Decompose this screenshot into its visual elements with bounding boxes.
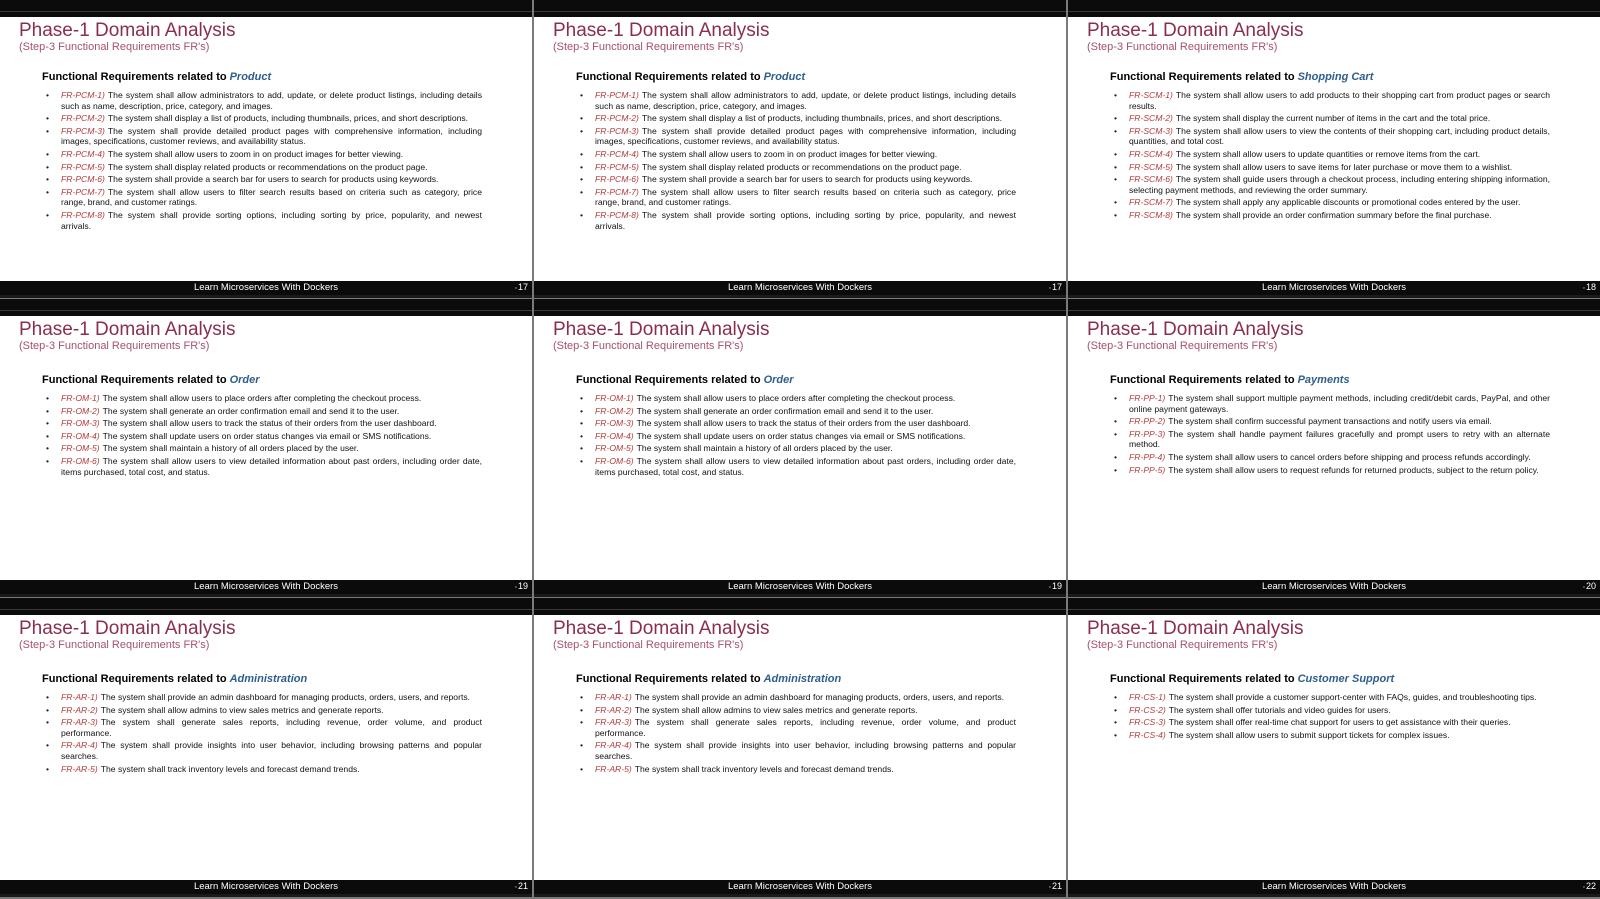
requirement-item (1129, 393, 1550, 414)
requirement-id: FR-SCM-3) (1129, 125, 1173, 136)
slide-bottom-strip (1068, 295, 1600, 298)
requirements-list (42, 90, 482, 231)
requirement-text: The system shall allow users to view detailed information about past orders, including order date, items purchased, total cost, and status. (61, 455, 482, 477)
heading-text: Functional Requirements related to (1110, 673, 1295, 685)
requirement-item (61, 431, 482, 442)
requirement-id: FR-AR-5) (61, 763, 98, 774)
slide-top-bar (534, 598, 1066, 615)
section-heading (42, 71, 482, 83)
requirement-text: The system shall allow users to request refunds for returned products, subject to the return policy. (1168, 464, 1539, 475)
slide-footer (534, 281, 1066, 295)
requirement-id: FR-PCM-2) (595, 113, 639, 124)
slide-number: ▫ 20 (1583, 581, 1597, 591)
requirement-item (595, 174, 1016, 185)
requirement-item (61, 210, 482, 231)
heading-text: Functional Requirements related to (576, 71, 761, 83)
requirement-id: FR-PCM-7) (595, 186, 639, 197)
slide-6 (1068, 299, 1600, 597)
slide-subtitle: (Step-3 Functional Requirements FR's) (553, 639, 744, 651)
requirement-item (1129, 730, 1550, 741)
requirement-item (595, 717, 1016, 738)
slide-title: Phase-1 Domain Analysis (1087, 20, 1304, 41)
requirement-text: The system shall support multiple payment methods, including credit/debit cards, PayPal, and other online payment gateways. (1129, 393, 1550, 414)
slide-content (42, 374, 482, 479)
footer-text: Learn Microservices With Dockers (193, 581, 339, 592)
requirements-list (1110, 90, 1550, 221)
requirement-id: FR-PCM-1) (595, 90, 639, 100)
slide-content (42, 673, 482, 776)
slide-footer (534, 880, 1066, 894)
requirement-id: FR-SCM-2) (1129, 113, 1173, 124)
requirement-id: FR-PCM-6) (61, 174, 105, 185)
slide-subtitle: (Step-3 Functional Requirements FR's) (19, 340, 210, 352)
footer-text: Learn Microservices With Dockers (1261, 282, 1407, 293)
heading-topic: Order (229, 374, 260, 386)
requirement-item (595, 210, 1016, 231)
requirement-id: FR-PCM-7) (61, 186, 105, 197)
slide-title: Phase-1 Domain Analysis (19, 20, 236, 41)
slide-title: Phase-1 Domain Analysis (1087, 319, 1304, 340)
slide-title: Phase-1 Domain Analysis (553, 319, 770, 340)
requirement-item (1129, 452, 1550, 463)
requirement-id: FR-OM-3) (61, 418, 100, 429)
heading-topic: Product (763, 71, 806, 83)
requirement-text: The system shall allow users to view the contents of their shopping cart, including product details, quantities, and total cost. (1129, 125, 1550, 147)
requirement-text: The system shall provide an admin dashboard for managing products, orders, users, and reports. (634, 692, 1005, 702)
requirement-item (1129, 113, 1550, 124)
slide-content (42, 71, 482, 233)
heading-text: Functional Requirements related to (576, 374, 761, 386)
requirement-id: FR-AR-3) (595, 717, 632, 728)
requirement-text: The system shall generate sales reports, including revenue, order volume, and product performance. (595, 717, 1016, 738)
requirement-text: The system shall display the current number of items in the cart and the total price. (1175, 113, 1491, 124)
requirement-id: FR-SCM-8) (1129, 209, 1173, 220)
requirement-text: The system shall display a list of products, including thumbnails, prices, and short descriptions. (107, 113, 469, 124)
requirement-id: FR-PCM-3) (595, 125, 639, 136)
requirements-list (42, 393, 482, 477)
requirement-item (61, 90, 482, 111)
slide-top-bar (1068, 299, 1600, 316)
requirement-text: The system shall allow users to save items for later purchase or move them to a wishlist. (1175, 161, 1513, 172)
slide-content (1110, 71, 1550, 223)
requirement-id: FR-SCM-1) (1129, 90, 1173, 100)
requirement-item (1129, 717, 1550, 728)
slide-number: ▫ 19 (1049, 581, 1063, 591)
requirements-list (1110, 393, 1550, 475)
slide-top-bar (1068, 598, 1600, 615)
slide-footer (1068, 880, 1600, 894)
requirement-text: The system shall allow admins to view sales metrics and generate reports. (100, 704, 384, 715)
requirement-id: FR-PCM-5) (595, 161, 639, 172)
heading-topic: Administration (763, 673, 842, 685)
requirement-id: FR-OM-4) (595, 430, 634, 441)
requirement-item (61, 740, 482, 761)
requirement-item (595, 187, 1016, 208)
section-heading (1110, 673, 1550, 685)
slide-subtitle: (Step-3 Functional Requirements FR's) (19, 41, 210, 53)
requirement-item (1129, 197, 1550, 208)
requirement-item (595, 443, 1016, 454)
requirement-id: FR-OM-2) (61, 405, 100, 416)
requirement-item (595, 431, 1016, 442)
requirement-text: The system shall apply any applicable discounts or promotional codes entered by the user. (1175, 197, 1521, 208)
requirement-id: FR-OM-5) (595, 443, 634, 454)
requirement-item (61, 149, 482, 160)
slide-bottom-strip (0, 295, 532, 298)
requirement-text: The system shall track inventory levels and forecast demand trends. (634, 763, 894, 774)
requirement-item (595, 692, 1016, 703)
requirement-id: FR-PCM-2) (61, 113, 105, 124)
slide-2 (534, 0, 1066, 298)
requirement-item (1129, 90, 1550, 111)
slide-title: Phase-1 Domain Analysis (1087, 618, 1304, 639)
heading-text: Functional Requirements related to (42, 374, 227, 386)
requirement-id: FR-AR-4) (61, 740, 98, 751)
requirement-item (595, 162, 1016, 173)
requirement-text: The system shall allow users to place orders after completing the checkout process. (636, 393, 956, 403)
requirement-id: FR-PP-1) (1129, 393, 1166, 403)
requirement-text: The system shall allow users to submit support tickets for complex issues. (1168, 729, 1450, 740)
slide-bottom-strip (0, 594, 532, 597)
requirement-item (61, 162, 482, 173)
slide-1 (0, 0, 532, 298)
slide-bottom-strip (1068, 894, 1600, 897)
requirement-id: FR-PP-4) (1129, 451, 1166, 462)
slide-footer (534, 580, 1066, 594)
slide-subtitle: (Step-3 Functional Requirements FR's) (553, 41, 744, 53)
slide-number: ▫ 21 (1049, 881, 1063, 891)
requirement-text: The system shall maintain a history of all orders placed by the user. (636, 443, 893, 454)
requirement-id: FR-PCM-8) (595, 209, 639, 220)
footer-text: Learn Microservices With Dockers (727, 282, 873, 293)
requirement-item (595, 90, 1016, 111)
requirements-list (576, 393, 1016, 477)
slide-title: Phase-1 Domain Analysis (553, 618, 770, 639)
slide-number: ▫ 22 (1583, 881, 1597, 891)
slide-5 (534, 299, 1066, 597)
requirement-text: The system shall update users on order status changes via email or SMS notifications. (636, 430, 966, 441)
slide-content (576, 673, 1016, 776)
section-heading (576, 673, 1016, 685)
requirement-item (595, 126, 1016, 147)
slide-content (576, 71, 1016, 233)
requirement-text: The system shall allow administrators to add, update, or delete product listings, including details such as name, description, price, category, and images. (61, 90, 482, 111)
requirement-item (61, 692, 482, 703)
requirement-item (61, 187, 482, 208)
requirement-id: FR-OM-1) (595, 393, 634, 403)
requirement-item (1129, 705, 1550, 716)
requirement-text: The system shall allow users to update quantities or remove items from the cart. (1175, 148, 1481, 159)
slide-number: ▫ 17 (515, 282, 529, 292)
requirement-item (1129, 210, 1550, 221)
requirement-text: The system shall handle payment failures gracefully and prompt users to retry with an alternate method. (1129, 428, 1550, 450)
requirement-text: The system shall provide insights into user behavior, including browsing patterns and popular searches. (61, 740, 482, 761)
requirement-item (61, 406, 482, 417)
slide-footer (1068, 580, 1600, 594)
slide-content (1110, 673, 1550, 742)
heading-topic: Shopping Cart (1297, 71, 1374, 83)
footer-text: Learn Microservices With Dockers (193, 881, 339, 892)
slide-subtitle: (Step-3 Functional Requirements FR's) (1087, 639, 1278, 651)
requirement-id: FR-OM-3) (595, 418, 634, 429)
requirement-text: The system shall display a list of products, including thumbnails, prices, and short descriptions. (641, 113, 1003, 124)
section-heading (1110, 374, 1550, 386)
requirement-item (61, 764, 482, 775)
requirement-id: FR-PCM-4) (61, 148, 105, 159)
requirement-text: The system shall allow users to place orders after completing the checkout process. (102, 393, 422, 403)
requirement-item (1129, 126, 1550, 147)
slide-bottom-strip (1068, 594, 1600, 597)
requirement-id: FR-AR-2) (595, 704, 632, 715)
requirement-text: The system shall allow admins to view sales metrics and generate reports. (634, 704, 918, 715)
slide-title: Phase-1 Domain Analysis (553, 20, 770, 41)
requirement-text: The system shall provide an admin dashboard for managing products, orders, users, and reports. (100, 692, 471, 702)
requirement-text: The system shall provide detailed product pages with comprehensive information, including images, specifications, customer reviews, and availability status. (595, 125, 1016, 147)
requirement-text: The system shall offer tutorials and video guides for users. (1168, 704, 1391, 715)
slide-bottom-strip (534, 894, 1066, 897)
requirement-item (1129, 416, 1550, 427)
requirement-id: FR-OM-4) (61, 430, 100, 441)
requirement-text: The system shall provide an order confirmation summary before the final purchase. (1175, 209, 1492, 220)
requirement-text: The system shall generate an order confirmation email and send it to the user. (102, 405, 400, 416)
requirement-text: The system shall provide a customer support-center with FAQs, guides, and troubleshooting tips. (1168, 692, 1537, 702)
section-heading (42, 374, 482, 386)
slide-top-bar (1068, 0, 1600, 17)
requirement-item (61, 113, 482, 124)
requirement-item (595, 113, 1016, 124)
requirement-text: The system shall allow users to cancel orders before shipping and process refunds accordingly. (1168, 451, 1531, 462)
requirement-text: The system shall guide users through a checkout process, including entering shipping information, selecting payment methods, and reviewing the order summary. (1129, 174, 1550, 195)
requirement-text: The system shall provide sorting options, including sorting by price, popularity, and newest arrivals. (61, 209, 482, 231)
section-heading (42, 673, 482, 685)
slide-content (576, 374, 1016, 479)
requirement-text: The system shall provide sorting options, including sorting by price, popularity, and newest arrivals. (595, 209, 1016, 231)
requirement-text: The system shall confirm successful payment transactions and notify users via email. (1168, 416, 1492, 427)
slide-footer (0, 580, 532, 594)
requirement-text: The system shall allow users to zoom in on product images for better viewing. (641, 148, 938, 159)
heading-text: Functional Requirements related to (42, 71, 227, 83)
requirement-item (595, 764, 1016, 775)
requirement-id: FR-PCM-6) (595, 174, 639, 185)
slide-content (1110, 374, 1550, 477)
requirement-item (61, 456, 482, 477)
requirement-id: FR-OM-1) (61, 393, 100, 403)
requirement-id: FR-CS-3) (1129, 717, 1166, 728)
requirement-id: FR-CS-4) (1129, 729, 1166, 740)
requirement-id: FR-AR-1) (61, 692, 98, 702)
requirement-text: The system shall allow users to track the status of their orders from the user dashboard. (636, 418, 971, 429)
requirement-item (595, 456, 1016, 477)
slide-footer (0, 880, 532, 894)
requirement-item (595, 393, 1016, 404)
slide-top-bar (0, 598, 532, 615)
requirement-id: FR-PCM-8) (61, 209, 105, 220)
requirement-item (61, 443, 482, 454)
requirement-id: FR-OM-2) (595, 405, 634, 416)
requirement-text: The system shall provide insights into user behavior, including browsing patterns and popular searches. (595, 740, 1016, 761)
slide-8 (534, 598, 1066, 897)
requirement-item (595, 705, 1016, 716)
slide-subtitle: (Step-3 Functional Requirements FR's) (1087, 41, 1278, 53)
requirement-id: FR-AR-3) (61, 717, 98, 728)
requirement-text: The system shall allow users to filter search results based on criteria such as category, price range, brand, and customer ratings. (595, 186, 1016, 208)
requirement-id: FR-SCM-4) (1129, 148, 1173, 159)
requirement-text: The system shall offer real-time chat support for users to get assistance with their queries. (1168, 717, 1511, 728)
slide-top-bar (0, 0, 532, 17)
requirement-item (595, 418, 1016, 429)
requirement-id: FR-PCM-4) (595, 148, 639, 159)
heading-topic: Administration (229, 673, 308, 685)
requirement-text: The system shall maintain a history of all orders placed by the user. (102, 443, 359, 454)
requirement-id: FR-PP-5) (1129, 464, 1166, 475)
requirement-item (595, 740, 1016, 761)
requirement-text: The system shall allow users to filter search results based on criteria such as category, price range, brand, and customer ratings. (61, 186, 482, 208)
slide-4 (0, 299, 532, 597)
section-heading (576, 374, 1016, 386)
heading-topic: Customer Support (1297, 673, 1395, 685)
heading-topic: Payments (1297, 374, 1350, 386)
slide-3 (1068, 0, 1600, 298)
requirement-text: The system shall track inventory levels and forecast demand trends. (100, 763, 360, 774)
slide-subtitle: (Step-3 Functional Requirements FR's) (553, 340, 744, 352)
requirement-item (1129, 692, 1550, 703)
requirement-id: FR-AR-5) (595, 763, 632, 774)
requirement-id: FR-AR-1) (595, 692, 632, 702)
slide-7 (0, 598, 532, 897)
slide-bottom-strip (534, 295, 1066, 298)
requirement-item (1129, 465, 1550, 476)
requirement-text: The system shall display related products or recommendations on the product page. (107, 161, 428, 172)
requirement-text: The system shall provide a search bar for users to search for products using keywords. (107, 174, 439, 185)
slide-subtitle: (Step-3 Functional Requirements FR's) (1087, 340, 1278, 352)
requirement-id: FR-AR-2) (61, 704, 98, 715)
requirement-id: FR-PP-3) (1129, 428, 1166, 439)
requirement-item (61, 418, 482, 429)
footer-text: Learn Microservices With Dockers (727, 581, 873, 592)
heading-topic: Order (763, 374, 794, 386)
requirement-text: The system shall allow users to view detailed information about past orders, including order date, items purchased, total cost, and status. (595, 455, 1016, 477)
heading-text: Functional Requirements related to (1110, 71, 1295, 83)
requirement-item (595, 149, 1016, 160)
requirement-id: FR-OM-6) (595, 455, 634, 466)
requirement-text: The system shall allow users to zoom in on product images for better viewing. (107, 148, 404, 159)
requirement-item (1129, 162, 1550, 173)
slide-title: Phase-1 Domain Analysis (19, 618, 236, 639)
slide-subtitle: (Step-3 Functional Requirements FR's) (19, 639, 210, 651)
slide-top-bar (0, 299, 532, 316)
requirements-list (576, 90, 1016, 231)
requirement-id: FR-OM-6) (61, 455, 100, 466)
slide-footer (1068, 281, 1600, 295)
slide-top-bar (534, 0, 1066, 17)
requirement-id: FR-SCM-7) (1129, 197, 1173, 208)
requirement-text: The system shall allow users to add products to their shopping cart from product pages or search results. (1129, 90, 1550, 111)
requirement-item (1129, 149, 1550, 160)
slide-footer (0, 281, 532, 295)
slide-number: ▫ 18 (1583, 282, 1597, 292)
slide-bottom-strip (0, 894, 532, 897)
slide-number: ▫ 21 (515, 881, 529, 891)
requirement-text: The system shall allow users to track the status of their orders from the user dashboard. (102, 418, 437, 429)
requirement-id: FR-SCM-6) (1129, 174, 1173, 185)
requirement-id: FR-PCM-5) (61, 161, 105, 172)
section-heading (1110, 71, 1550, 83)
requirement-item (595, 406, 1016, 417)
requirement-id: FR-SCM-5) (1129, 161, 1173, 172)
requirements-list (576, 692, 1016, 774)
footer-text: Learn Microservices With Dockers (1261, 881, 1407, 892)
section-heading (576, 71, 1016, 83)
requirement-item (1129, 429, 1550, 450)
requirements-list (1110, 692, 1550, 740)
footer-text: Learn Microservices With Dockers (727, 881, 873, 892)
requirement-id: FR-AR-4) (595, 740, 632, 751)
requirement-id: FR-PCM-1) (61, 90, 105, 100)
requirement-item (1129, 174, 1550, 195)
requirement-id: FR-PP-2) (1129, 416, 1166, 427)
slide-number: ▫ 17 (1049, 282, 1063, 292)
requirement-item (61, 705, 482, 716)
requirement-item (61, 174, 482, 185)
slide-title: Phase-1 Domain Analysis (19, 319, 236, 340)
heading-text: Functional Requirements related to (576, 673, 761, 685)
requirement-text: The system shall display related products or recommendations on the product page. (641, 161, 962, 172)
slide-top-bar (534, 299, 1066, 316)
requirement-id: FR-PCM-3) (61, 125, 105, 136)
slide-9 (1068, 598, 1600, 897)
slide-bottom-strip (534, 594, 1066, 597)
heading-text: Functional Requirements related to (1110, 374, 1295, 386)
requirement-text: The system shall provide detailed product pages with comprehensive information, including images, specifications, customer reviews, and availability status. (61, 125, 482, 147)
requirement-text: The system shall generate an order confirmation email and send it to the user. (636, 405, 934, 416)
requirement-id: FR-CS-2) (1129, 704, 1166, 715)
requirement-item (61, 126, 482, 147)
requirement-text: The system shall generate sales reports, including revenue, order volume, and product performance. (61, 717, 482, 738)
slide-number: ▫ 19 (515, 581, 529, 591)
footer-text: Learn Microservices With Dockers (1261, 581, 1407, 592)
requirement-item (61, 393, 482, 404)
requirement-text: The system shall provide a search bar for users to search for products using keywords. (641, 174, 973, 185)
requirement-id: FR-OM-5) (61, 443, 100, 454)
heading-topic: Product (229, 71, 272, 83)
requirement-text: The system shall update users on order status changes via email or SMS notifications. (102, 430, 432, 441)
footer-text: Learn Microservices With Dockers (193, 282, 339, 293)
requirement-item (61, 717, 482, 738)
requirements-list (42, 692, 482, 774)
requirement-id: FR-CS-1) (1129, 692, 1166, 702)
heading-text: Functional Requirements related to (42, 673, 227, 685)
requirement-text: The system shall allow administrators to add, update, or delete product listings, including details such as name, description, price, category, and images. (595, 90, 1016, 111)
